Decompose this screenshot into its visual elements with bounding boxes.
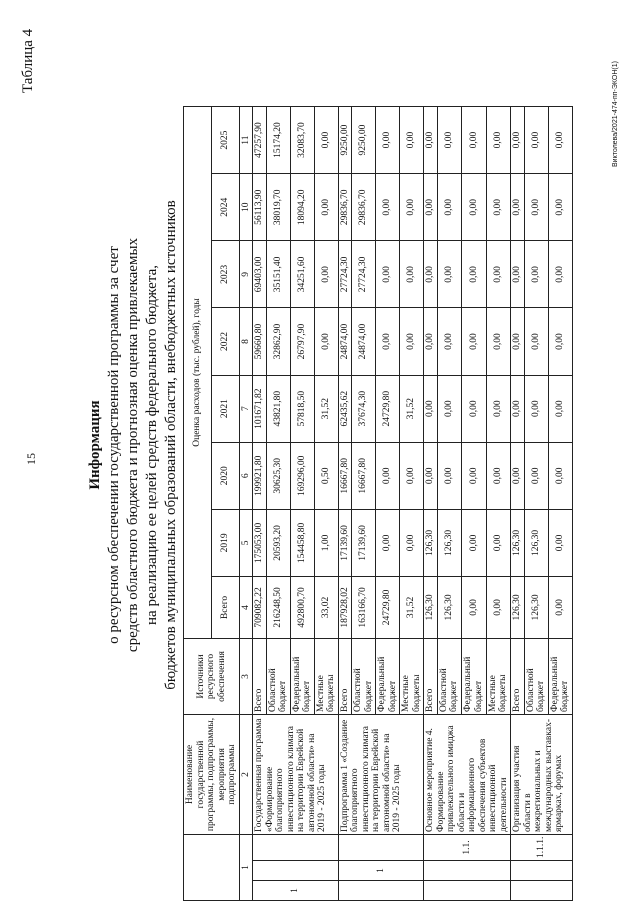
value-cell: 126,30 <box>511 509 525 576</box>
header-year-cell: 2024 <box>211 174 239 241</box>
value-cell: 38019,70 <box>266 174 290 241</box>
value-cell: 101671,82 <box>253 375 267 442</box>
value-cell: 26797,90 <box>290 308 314 375</box>
value-cell: 126,30 <box>511 576 525 638</box>
code-cell: 1.1. <box>424 834 511 860</box>
value-cell: 27724,30 <box>352 241 376 308</box>
value-cell: 0,00 <box>314 174 338 241</box>
value-cell: 0,00 <box>462 375 486 442</box>
source-cell: Всего <box>253 638 267 714</box>
value-cell: 35151,40 <box>266 241 290 308</box>
value-cell: 29836,70 <box>352 174 376 241</box>
code-cell <box>424 861 511 881</box>
value-cell: 16667,80 <box>352 442 376 509</box>
value-cell: 0,00 <box>400 509 424 576</box>
value-cell: 32862,90 <box>266 308 290 375</box>
header-row <box>184 107 212 901</box>
value-cell: 709082,22 <box>253 576 267 638</box>
value-cell: 0,00 <box>437 375 461 442</box>
header-year-cell: 2021 <box>211 375 239 442</box>
document-title <box>86 165 181 725</box>
value-cell: 0,00 <box>437 308 461 375</box>
value-cell: 0,00 <box>376 174 400 241</box>
value-cell: 126,30 <box>437 509 461 576</box>
header-code-cell <box>184 834 240 900</box>
value-cell: 0,00 <box>548 509 572 576</box>
header-year-cell: 2020 <box>211 442 239 509</box>
value-cell: 56113,90 <box>253 174 267 241</box>
table-row <box>424 107 438 901</box>
value-cell: 31,52 <box>314 375 338 442</box>
value-cell: 0,00 <box>548 107 572 174</box>
header-num-cell: 7 <box>239 375 253 442</box>
value-cell: 0,00 <box>462 442 486 509</box>
value-cell: 0,00 <box>511 107 525 174</box>
source-cell: Всего <box>511 638 525 714</box>
header-num-cell: 5 <box>239 509 253 576</box>
table-row <box>338 107 352 901</box>
code-cell <box>511 881 573 901</box>
value-cell: 31,52 <box>400 375 424 442</box>
source-cell: Местные бюджеты <box>400 638 424 714</box>
value-cell: 0,00 <box>376 107 400 174</box>
header-year-cell: 2022 <box>211 308 239 375</box>
value-cell: 0,00 <box>548 375 572 442</box>
value-cell: 59660,80 <box>253 308 267 375</box>
value-cell: 0,00 <box>314 107 338 174</box>
header-source-cell: Источники ресурсного обеспечения <box>184 638 240 714</box>
value-cell: 9250,00 <box>338 107 352 174</box>
value-cell: 0,00 <box>548 442 572 509</box>
value-cell: 0,00 <box>524 241 548 308</box>
value-cell: 0,00 <box>524 107 548 174</box>
source-cell: Федеральный бюджет <box>548 638 572 714</box>
value-cell: 0,00 <box>462 241 486 308</box>
value-cell: 0,00 <box>424 241 438 308</box>
value-cell: 0,00 <box>462 308 486 375</box>
value-cell: 0,00 <box>400 241 424 308</box>
value-cell: 18094,20 <box>290 174 314 241</box>
value-cell: 0,00 <box>548 174 572 241</box>
value-cell: 0,00 <box>548 576 572 638</box>
value-cell: 0,00 <box>437 174 461 241</box>
name-cell: Подпрограмма 1 «Создание благоприятного инвестиционного климата на территории Еврейской автономной области» на 2019 - 2025 годы <box>338 714 424 834</box>
header-num-cell: 2 <box>239 714 253 834</box>
value-cell: 24729,80 <box>376 576 400 638</box>
value-cell: 62435,62 <box>338 375 352 442</box>
value-cell: 0,00 <box>486 241 510 308</box>
value-cell: 126,30 <box>437 576 461 638</box>
value-cell: 20593,20 <box>266 509 290 576</box>
code-cell <box>338 834 424 860</box>
source-cell: Областной бюджет <box>266 638 290 714</box>
value-cell: 0,00 <box>376 509 400 576</box>
value-cell: 37674,30 <box>352 375 376 442</box>
code-cell <box>338 881 424 901</box>
header-num-cell: 6 <box>239 442 253 509</box>
value-cell: 0,00 <box>511 241 525 308</box>
title-line: средств областного бюджета и прогнозная оценка привлекаемых <box>125 237 141 653</box>
value-cell: 0,00 <box>462 107 486 174</box>
header-name-cell: Наименование государственной программы, подпрограммы, мероприятия подпрограммы <box>184 714 240 834</box>
table-header <box>184 107 253 901</box>
header-estimate-cell: Оценка расходов (тыс. рублей), годы <box>184 107 212 639</box>
value-cell: 0,00 <box>376 442 400 509</box>
header-num-cell: 11 <box>239 107 253 174</box>
header-num-cell: 9 <box>239 241 253 308</box>
value-cell: 126,30 <box>524 576 548 638</box>
value-cell: 0,00 <box>486 375 510 442</box>
value-cell: 0,00 <box>511 442 525 509</box>
value-cell: 0,00 <box>376 308 400 375</box>
value-cell: 57818,50 <box>290 375 314 442</box>
value-cell: 0,00 <box>462 576 486 638</box>
value-cell: 492800,70 <box>290 576 314 638</box>
title-line: о ресурсном обеспечении государственной программы за счет <box>106 246 122 644</box>
value-cell: 0,00 <box>486 509 510 576</box>
header-year-cell: 2023 <box>211 241 239 308</box>
value-cell: 0,00 <box>400 442 424 509</box>
value-cell: 31,52 <box>400 576 424 638</box>
source-cell: Федеральный бюджет <box>290 638 314 714</box>
value-cell: 126,30 <box>424 576 438 638</box>
value-cell: 29836,70 <box>338 174 352 241</box>
value-cell: 47257,90 <box>253 107 267 174</box>
code-cell: 1 <box>338 861 424 881</box>
value-cell: 0,00 <box>314 241 338 308</box>
source-cell: Всего <box>338 638 352 714</box>
document-footer: Виктолева/2021-474-пп-ЭКОН(1) <box>612 61 619 167</box>
header-numbers-row <box>239 107 253 901</box>
value-cell: 17139,60 <box>352 509 376 576</box>
name-cell: Основное мероприятие 4. Формирование привлекательного имиджа области и информационного обеспечения субъектов инвестиционной деятельности <box>424 714 511 834</box>
resource-table <box>183 106 573 901</box>
value-cell: 187928,02 <box>338 576 352 638</box>
source-cell: Областной бюджет <box>352 638 376 714</box>
value-cell: 169296,00 <box>290 442 314 509</box>
table-row <box>511 107 525 901</box>
code-cell <box>511 861 573 881</box>
value-cell: 0,00 <box>524 174 548 241</box>
header-year-cell: 2025 <box>211 107 239 174</box>
title-line: бюджетов муниципальных образований области, внебюджетных источников <box>163 200 179 690</box>
value-cell: 0,00 <box>524 308 548 375</box>
value-cell: 69403,00 <box>253 241 267 308</box>
value-cell: 0,00 <box>486 576 510 638</box>
value-cell: 126,30 <box>424 509 438 576</box>
value-cell: 24874,00 <box>338 308 352 375</box>
value-cell: 33,02 <box>314 576 338 638</box>
value-cell: 0,00 <box>486 107 510 174</box>
value-cell: 0,00 <box>400 107 424 174</box>
value-cell: 0,00 <box>548 241 572 308</box>
value-cell: 0,50 <box>314 442 338 509</box>
value-cell: 0,00 <box>524 375 548 442</box>
value-cell: 1,00 <box>314 509 338 576</box>
value-cell: 0,00 <box>511 174 525 241</box>
value-cell: 0,00 <box>524 442 548 509</box>
header-num-cell: 4 <box>239 576 253 638</box>
source-cell: Областной бюджет <box>524 638 548 714</box>
header-total-cell: Всего <box>211 576 239 638</box>
title-heading: Информация <box>87 400 103 490</box>
code-cell: 1 <box>253 881 339 901</box>
value-cell: 0,00 <box>486 442 510 509</box>
value-cell: 0,00 <box>424 375 438 442</box>
value-cell: 43821,80 <box>266 375 290 442</box>
value-cell: 216248,50 <box>266 576 290 638</box>
value-cell: 0,00 <box>400 174 424 241</box>
source-cell: Федеральный бюджет <box>462 638 486 714</box>
value-cell: 32083,70 <box>290 107 314 174</box>
value-cell: 0,00 <box>437 107 461 174</box>
value-cell: 154458,80 <box>290 509 314 576</box>
value-cell: 0,00 <box>511 375 525 442</box>
value-cell: 34251,60 <box>290 241 314 308</box>
source-cell: Областной бюджет <box>437 638 461 714</box>
code-cell <box>253 834 339 860</box>
value-cell: 0,00 <box>548 308 572 375</box>
value-cell: 163166,70 <box>352 576 376 638</box>
value-cell: 0,00 <box>511 308 525 375</box>
source-cell: Местные бюджеты <box>314 638 338 714</box>
value-cell: 0,00 <box>424 442 438 509</box>
name-cell: Государственная программа «Формирование благоприятного инвестиционного климата на территории Еврейской автономной области» на 2019 - 2025 годы <box>253 714 339 834</box>
value-cell: 0,00 <box>437 241 461 308</box>
title-line: на реализацию ее целей средств федерального бюджета, <box>144 265 160 625</box>
header-num-cell: 1 <box>239 834 253 900</box>
code-cell <box>424 881 511 901</box>
value-cell: 0,00 <box>462 509 486 576</box>
value-cell: 126,30 <box>524 509 548 576</box>
value-cell: 0,00 <box>486 308 510 375</box>
table-row <box>253 107 267 901</box>
source-cell: Федеральный бюджет <box>376 638 400 714</box>
value-cell: 24729,80 <box>376 375 400 442</box>
value-cell: 30625,30 <box>266 442 290 509</box>
value-cell: 0,00 <box>376 241 400 308</box>
name-cell: Организация участия области в межрегиональных и международных выставках-ярмарках, форумах <box>511 714 573 834</box>
value-cell: 0,00 <box>424 107 438 174</box>
value-cell: 0,00 <box>424 308 438 375</box>
value-cell: 0,00 <box>462 174 486 241</box>
code-cell <box>253 861 339 881</box>
page-number: 15 <box>24 453 38 465</box>
value-cell: 199921,80 <box>253 442 267 509</box>
value-cell: 16667,80 <box>338 442 352 509</box>
header-num-cell: 8 <box>239 308 253 375</box>
header-num-cell: 10 <box>239 174 253 241</box>
value-cell: 24874,00 <box>352 308 376 375</box>
value-cell: 17139,60 <box>338 509 352 576</box>
value-cell: 9250,00 <box>352 107 376 174</box>
value-cell: 0,00 <box>314 308 338 375</box>
source-cell: Всего <box>424 638 438 714</box>
value-cell: 27724,30 <box>338 241 352 308</box>
value-cell: 0,00 <box>486 174 510 241</box>
value-cell: 0,00 <box>424 174 438 241</box>
header-year-cell: 2019 <box>211 509 239 576</box>
source-cell: Местные бюджеты <box>486 638 510 714</box>
header-num-cell: 3 <box>239 638 253 714</box>
value-cell: 15174,20 <box>266 107 290 174</box>
value-cell: 0,00 <box>400 308 424 375</box>
value-cell: 0,00 <box>437 442 461 509</box>
table-label: Таблица 4 <box>20 28 36 93</box>
code-cell: 1.1.1. <box>511 834 573 860</box>
table-body <box>253 107 573 901</box>
value-cell: 175053,00 <box>253 509 267 576</box>
